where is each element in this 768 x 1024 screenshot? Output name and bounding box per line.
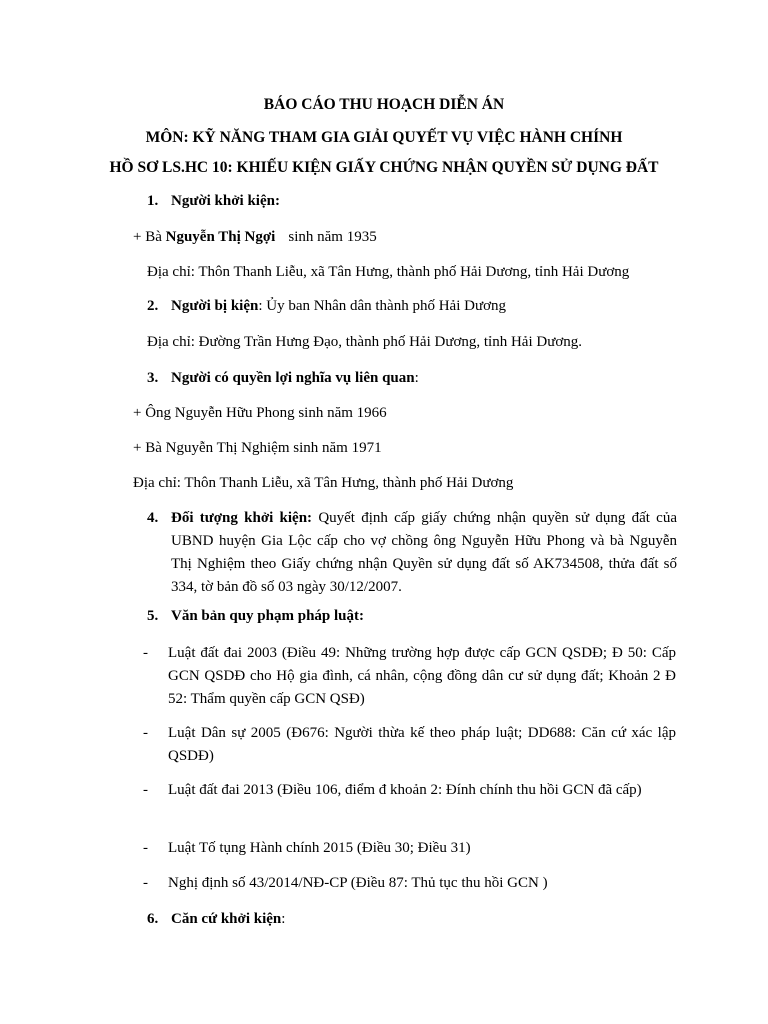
case-title: HỒ SƠ LS.HC 10: KHIẾU KIỆN GIẤY CHỨNG NHẬN QUYỀN SỬ DỤNG ĐẤT <box>109 159 659 176</box>
law-item: Luật đất đai 2003 (Điều 49: Những trường hợp được cấp GCN QSDĐ; Đ 50: Cấp GCN QSDĐ cho Hộ gia đình, cá nhân, cộng đồng dân cư sử dụng đất; Khoản 2 Đ 52: Thẩm quyền cấp GCN QSĐ) <box>168 645 676 707</box>
plaintiff-birth: sinh năm 1935 <box>288 229 377 245</box>
section-4-heading: Đối tượng khởi kiện: <box>171 510 313 526</box>
section-6-heading-line <box>171 908 285 930</box>
defendant-name: : Ủy ban Nhân dân thành phố Hải Dương <box>258 298 507 314</box>
plaintiff-prefix: + Bà <box>133 229 166 245</box>
section-5-number: 5. <box>147 608 159 624</box>
section-1-heading: Người khởi kiện: <box>171 193 280 209</box>
law-dash: - <box>143 840 148 856</box>
section-6-colon: : <box>281 911 286 927</box>
law-item: Luật đất đai 2013 (Điều 106, điểm đ khoản 2: Đính chính thu hồi GCN đã cấp) <box>168 782 642 798</box>
law-dash: - <box>143 782 148 798</box>
section-2-heading-line <box>171 295 506 317</box>
section-4-body: Quyết định cấp giấy chứng nhận quyền sử dụng đất của UBND huyện Gia Lộc cấp cho vợ chồng ông Nguyễn Hữu Phong và bà Nguyễn Thị Nghiệm theo Giấy chứng nhận Quyền sử dụng đất số AK734508, thửa đất số 334, tờ bản đồ số 03 ngày 30/12/2007. <box>171 510 677 595</box>
law-item: Luật Dân sự 2005 (Đ676: Người thừa kế theo pháp luật; DD688: Căn cứ xác lập QSDĐ) <box>168 725 676 764</box>
related-person-1: + Ông Nguyễn Hữu Phong sinh năm 1966 <box>133 405 387 421</box>
related-person-2: + Bà Nguyễn Thị Nghiệm sinh năm 1971 <box>133 440 382 456</box>
section-2-heading: Người bị kiện <box>171 298 259 314</box>
section-4-paragraph <box>171 507 677 599</box>
section-1-number: 1. <box>147 193 159 209</box>
related-address: Địa chỉ: Thôn Thanh Liễu, xã Tân Hưng, thành phố Hải Dương <box>133 475 514 491</box>
defendant-address: Địa chỉ: Đường Trần Hưng Đạo, thành phố Hải Dương, tỉnh Hải Dương. <box>147 334 583 350</box>
subject-title: MÔN: KỸ NĂNG THAM GIA GIẢI QUYẾT VỤ VIỆC HÀNH CHÍNH <box>145 129 623 146</box>
section-4-number: 4. <box>147 510 159 526</box>
section-6-number: 6. <box>147 911 159 927</box>
law-dash: - <box>143 875 148 891</box>
section-3-colon: : <box>414 370 419 386</box>
law-dash: - <box>143 725 148 741</box>
law-dash: - <box>143 645 148 661</box>
plaintiff-line <box>133 226 377 248</box>
section-6-heading: Căn cứ khởi kiện <box>171 911 282 927</box>
section-3-heading-line <box>171 367 419 389</box>
section-3-number: 3. <box>147 370 159 386</box>
plaintiff-address: Địa chỉ: Thôn Thanh Liễu, xã Tân Hưng, thành phố Hải Dương, tỉnh Hải Dương <box>147 264 630 280</box>
law-item: Nghị định số 43/2014/NĐ-CP (Điều 87: Thủ tục thu hồi GCN ) <box>168 875 548 891</box>
plaintiff-name: Nguyễn Thị Ngợi <box>165 229 276 245</box>
report-title: BÁO CÁO THU HOẠCH DIỄN ÁN <box>263 96 505 113</box>
section-3-heading: Người có quyền lợi nghĩa vụ liên quan <box>171 370 415 386</box>
section-5-heading: Văn bản quy phạm pháp luật: <box>171 608 365 624</box>
section-2-number: 2. <box>147 298 159 314</box>
law-item: Luật Tố tụng Hành chính 2015 (Điều 30; Điều 31) <box>168 840 471 856</box>
